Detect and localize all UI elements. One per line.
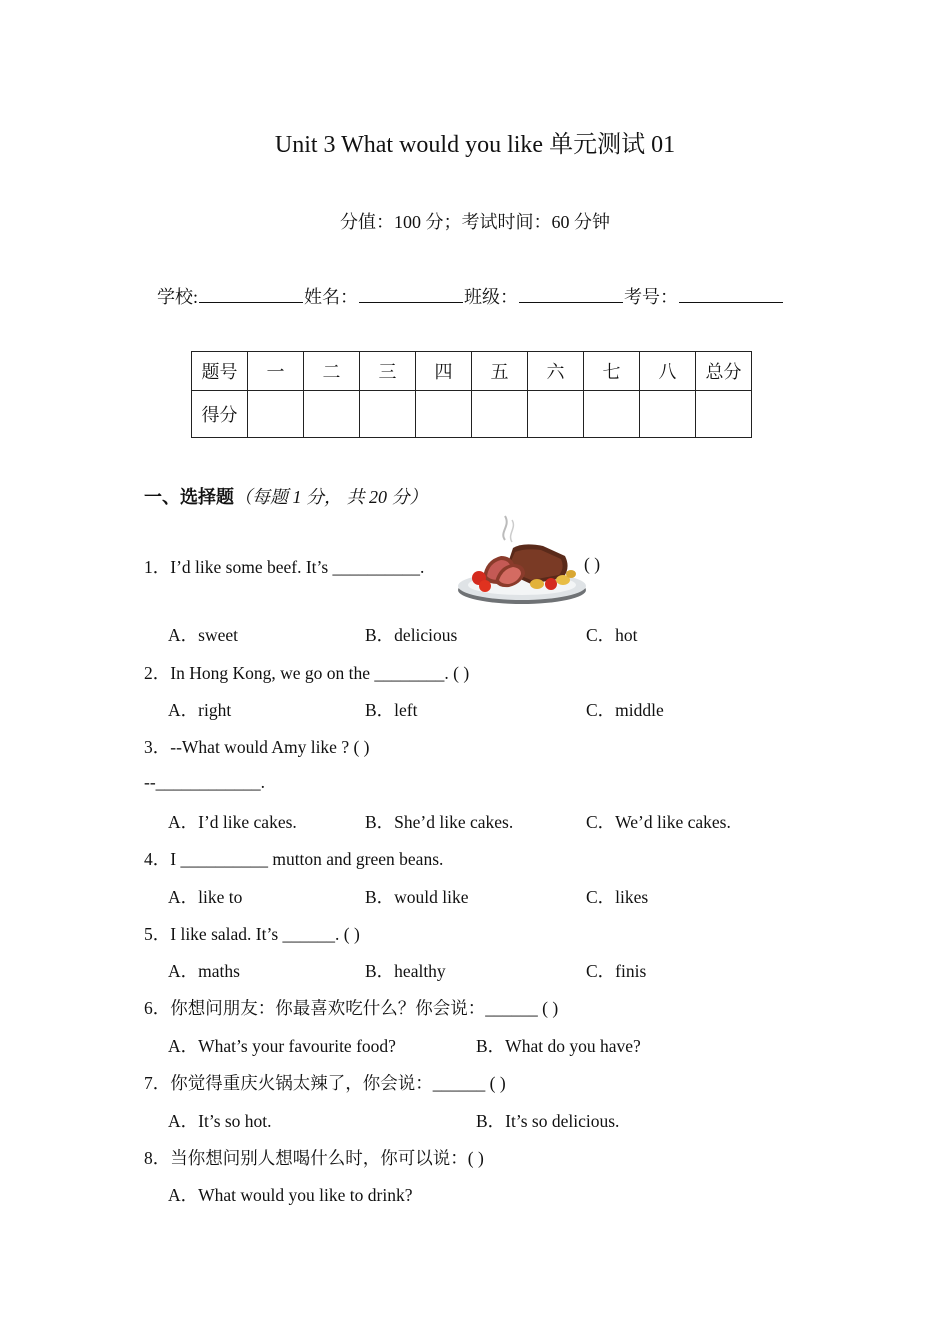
- score-table-row-label: 得分: [192, 391, 248, 438]
- question-2-option-c[interactable]: C．middle: [586, 700, 664, 720]
- score-col-8: 八: [640, 352, 696, 391]
- question-4-option-b[interactable]: B．would like: [365, 887, 469, 907]
- score-col-4: 四: [416, 352, 472, 391]
- class-label: 班级：: [464, 287, 519, 307]
- score-cell[interactable]: [640, 391, 696, 438]
- question-3-option-b[interactable]: B．She’d like cakes.: [365, 812, 514, 832]
- section-heading: [144, 483, 428, 509]
- score-col-6: 六: [528, 352, 584, 391]
- score-table-score-row: [192, 391, 752, 438]
- question-1-answer-paren: ( ): [584, 554, 601, 574]
- page-title: Unit 3 What would you like 单元测试 01: [274, 132, 676, 158]
- roast-beef-plate-icon: [455, 512, 589, 608]
- name-blank[interactable]: [359, 286, 463, 303]
- section-title: 一、选择题: [144, 487, 234, 507]
- score-table: [191, 351, 752, 438]
- exam-no-blank[interactable]: [679, 286, 783, 303]
- section-note: （每题 1 分， 共 20 分）: [234, 487, 428, 507]
- school-label: 学校:: [157, 287, 199, 307]
- question-6: 6．你想问朋友：你最喜欢吃什么？你会说：______ ( ): [144, 998, 559, 1018]
- question-4-option-c[interactable]: C．likes: [586, 887, 649, 907]
- score-cell[interactable]: [472, 391, 528, 438]
- question-3-answer-line: --____________.: [144, 772, 266, 792]
- school-blank[interactable]: [199, 286, 303, 303]
- exam-subtitle: 分值：100 分；考试时间：60 分钟: [340, 212, 610, 232]
- question-5-option-c[interactable]: C．finis: [586, 961, 647, 981]
- question-6-option-b[interactable]: B．What do you have?: [476, 1036, 641, 1056]
- question-6-option-a[interactable]: A．What’s your favourite food?: [168, 1036, 396, 1056]
- question-1-option-c[interactable]: C．hot: [586, 625, 638, 645]
- score-col-1: 一: [248, 352, 304, 391]
- question-7-option-a[interactable]: A．It’s so hot.: [168, 1111, 272, 1131]
- name-label: 姓名：: [304, 287, 359, 307]
- score-col-total: 总分: [696, 352, 752, 391]
- score-col-3: 三: [360, 352, 416, 391]
- question-5-option-a[interactable]: A．maths: [168, 961, 240, 981]
- score-col-7: 七: [584, 352, 640, 391]
- score-cell[interactable]: [696, 391, 752, 438]
- question-3: 3．--What would Amy like ? ( ): [144, 737, 370, 757]
- question-4: 4．I __________ mutton and green beans.: [144, 849, 444, 869]
- question-7: 7．你觉得重庆火锅太辣了，你会说：______ ( ): [144, 1073, 506, 1093]
- exam-no-label: 考号：: [624, 287, 679, 307]
- score-table-header-row: [192, 352, 752, 391]
- question-2-option-a[interactable]: A．right: [168, 700, 232, 720]
- score-table-header-label: 题号: [192, 352, 248, 391]
- question-2-option-b[interactable]: B．left: [365, 700, 418, 720]
- question-8-option-a[interactable]: A．What would you like to drink?: [168, 1185, 413, 1205]
- student-info-line: [157, 283, 784, 309]
- question-8: 8．当你想问别人想喝什么时，你可以说：( ): [144, 1148, 484, 1168]
- question-1-option-b[interactable]: B．delicious: [365, 625, 458, 645]
- score-cell[interactable]: [304, 391, 360, 438]
- question-2: 2．In Hong Kong, we go on the ________. ( ): [144, 663, 470, 683]
- question-7-option-b[interactable]: B．It’s so delicious.: [476, 1111, 620, 1131]
- class-blank[interactable]: [519, 286, 623, 303]
- question-1-option-a[interactable]: A．sweet: [168, 625, 238, 645]
- score-cell[interactable]: [528, 391, 584, 438]
- question-3-option-c[interactable]: C．We’d like cakes.: [586, 812, 731, 832]
- score-col-2: 二: [304, 352, 360, 391]
- question-1: 1．I’d like some beef. It’s __________.: [144, 557, 425, 577]
- question-4-option-a[interactable]: A．like to: [168, 887, 243, 907]
- question-3-option-a[interactable]: A．I’d like cakes.: [168, 812, 297, 832]
- question-5-option-b[interactable]: B．healthy: [365, 961, 446, 981]
- score-cell[interactable]: [248, 391, 304, 438]
- score-cell[interactable]: [416, 391, 472, 438]
- question-5: 5．I like salad. It’s ______. ( ): [144, 924, 360, 944]
- score-cell[interactable]: [584, 391, 640, 438]
- score-cell[interactable]: [360, 391, 416, 438]
- score-col-5: 五: [472, 352, 528, 391]
